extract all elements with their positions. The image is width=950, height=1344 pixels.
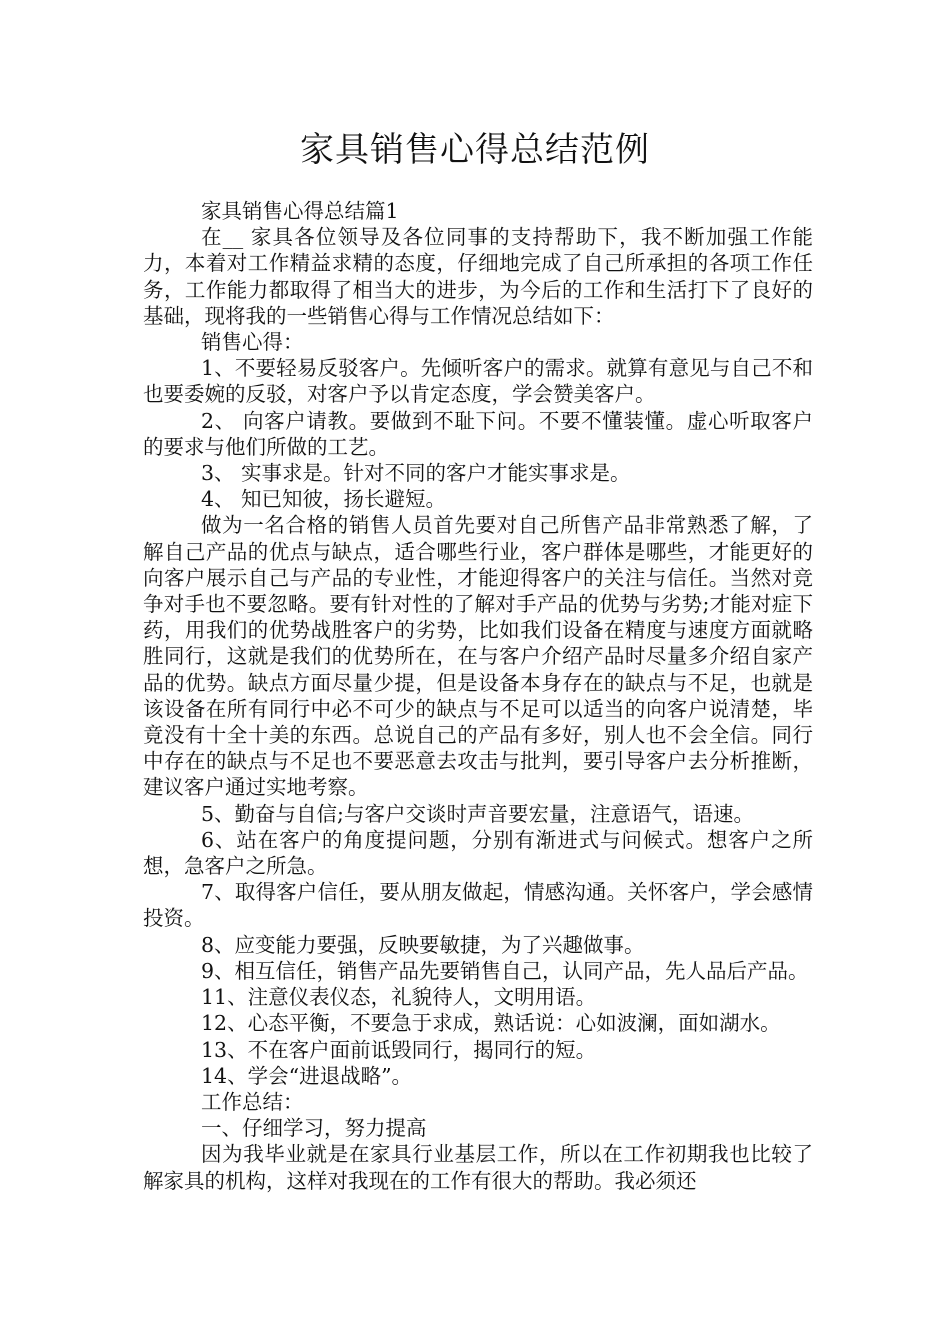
- body-paragraph: 做为一名合格的销售人员首先要对自己所售产品非常熟悉了解，了解自己产品的优点与缺点，适合哪些行业，客户群体是哪些，才能更好的向客户展示自己与产品的专业性，才能迎得客户的关注与信任。当然对竞争对手也不要忽略。要有针对性的了解对手产品的优势与劣势;才能对症下药，用我们的优势战胜客户的劣势，比如我们设备在精度与速度方面就略胜同行，这就是我们的优势所在，在与客户介绍产品时尽量多介绍自家产品的优势。缺点方面尽量少提，但是设备本身存在的缺点与不足，也就是该设备在所有同行中必不可少的缺点与不足可以适当的向客户说清楚，毕竟没有十全十美的东西。总说自己的产品有多好，别人也不会全信。同行中存在的缺点与不足也不要恶意去攻击与批判，要引导客户去分析推断，建议客户通过实地考察。: [143, 513, 813, 800]
- subheading-sales-insights: 销售心得：: [201, 330, 304, 355]
- document-title: 家具销售心得总结范例: [300, 130, 650, 170]
- body-paragraph: 因为我毕业就是在家具行业基层工作，所以在工作初期我也比较了解家具的机构，这样对我现在的工作有很大的帮助。我必须还: [143, 1142, 813, 1193]
- section-heading: 家具销售心得总结篇1: [201, 199, 399, 223]
- list-item: 13、不在客户面前诋毁同行，揭同行的短。: [201, 1037, 597, 1062]
- list-item: 3、 实事求是。针对不同的客户才能实事求是。: [201, 461, 631, 486]
- section-subheading: 一、仔细学习，努力提高: [201, 1116, 427, 1141]
- list-item: 12、心态平衡，不要急于求成，熟话说：心如波澜，面如湖水。: [201, 1011, 781, 1036]
- list-item: 6、站在客户的角度提问题，分别有渐进式与问候式。想客户之所想，急客户之所急。: [143, 827, 813, 879]
- list-item: 1、不要轻易反驳客户。先倾听客户的需求。就算有意见与自己不和也要委婉的反驳，对客户予以肯定态度，学会赞美客户。: [143, 356, 813, 407]
- list-item: 2、 向客户请教。要做到不耻下问。不要不懂装懂。虚心听取客户的要求与他们所做的工艺。: [143, 408, 813, 459]
- list-item: 7、取得客户信任，要从朋友做起，情感沟通。关怀客户，学会感情投资。: [143, 880, 813, 931]
- subheading-work-summary: 工作总结：: [201, 1089, 304, 1114]
- list-item: 9、相互信任，销售产品先要销售自己，认同产品，先人品后产品。: [201, 958, 809, 983]
- list-item: 5、勤奋与自信;与客户交谈时声音要宏量，注意语气，语速。: [201, 801, 754, 826]
- list-item: 11、注意仪表仪态，礼貌待人，文明用语。: [201, 985, 597, 1010]
- list-item: 14、学会“进退战略”。: [201, 1063, 413, 1088]
- list-item: 4、 知已知彼，扬长避短。: [201, 487, 447, 512]
- list-item: 8、应变能力要强，反映要敏捷，为了兴趣做事。: [201, 932, 645, 957]
- document-body: [143, 198, 813, 1194]
- intro-paragraph: 在__ 家具各位领导及各位同事的支持帮助下，我不断加强工作能力，本着对工作精益求精的态度，仔细地完成了自己所承担的各项工作任务，工作能力都取得了相当大的进步，为今后的工作和生活打下了良好的基础，现将我的一些销售心得与工作情况总结如下：: [143, 225, 813, 328]
